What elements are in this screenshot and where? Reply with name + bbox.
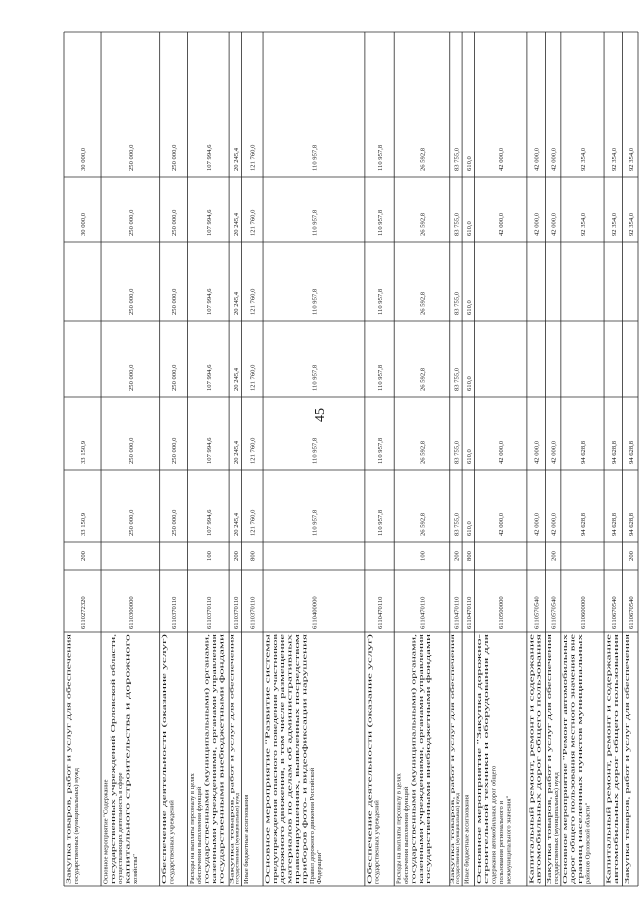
row-description: содержания автомобильных дорог общего bbox=[490, 765, 498, 884]
amount-cell: 30 000,0 bbox=[80, 147, 88, 171]
amount-cell: 92 354,0 bbox=[610, 147, 618, 171]
amount-cell: 42 000,0 bbox=[550, 440, 558, 464]
amount-cell: 250 000,0 bbox=[171, 209, 179, 236]
amount-cell: 42 000,0 bbox=[533, 512, 541, 536]
amount-cell: 33 150,9 bbox=[80, 440, 88, 464]
kcsr-code: 6110470110 bbox=[465, 596, 473, 629]
row-description: Иные бюджетные ассигнования bbox=[463, 794, 471, 884]
amount-cell: 110 957,8 bbox=[311, 144, 319, 171]
amount-cell: 610,0 bbox=[465, 449, 473, 464]
amount-cell: 20 245,4 bbox=[232, 367, 240, 391]
row-description: Основное мероприятие "Развитие системы bbox=[264, 763, 272, 884]
amount-cell: 94 628,8 bbox=[627, 512, 635, 536]
row-description: обеспечения выполнения функций bbox=[196, 786, 204, 884]
vr-code: 200 bbox=[453, 551, 461, 561]
amount-cell: 107 994,6 bbox=[205, 288, 213, 315]
row-description: государственными (муниципальными) органами, bbox=[203, 745, 211, 884]
amount-cell: 20 245,4 bbox=[232, 291, 240, 315]
kcsr-code: 6110500000 bbox=[498, 596, 506, 629]
vr-code: 200 bbox=[550, 551, 558, 561]
row-description: Федерации" bbox=[316, 850, 324, 884]
amount-cell: 121 760,0 bbox=[249, 364, 257, 391]
amount-cell: 110 957,8 bbox=[311, 209, 319, 236]
vr-code: 200 bbox=[80, 551, 88, 561]
kcsr-code: 6110600000 bbox=[579, 596, 587, 629]
amount-cell: 42 000,0 bbox=[533, 147, 541, 171]
kcsr-code: 6110470110 bbox=[377, 596, 385, 629]
vr-code: 800 bbox=[249, 551, 257, 561]
amount-cell: 610,0 bbox=[465, 156, 473, 171]
amount-cell: 110 957,8 bbox=[311, 288, 319, 315]
amount-cell: 121 760,0 bbox=[249, 437, 257, 464]
row-description: осуществляющих деятельность в сфере bbox=[117, 772, 125, 884]
row-description: пользования регионального и bbox=[498, 801, 506, 884]
amount-cell: 42 000,0 bbox=[498, 440, 506, 464]
amount-cell: 42 000,0 bbox=[533, 212, 541, 236]
row-description: государственными (муниципальными) органами, bbox=[410, 745, 418, 884]
kcsr-code: 6110272320 bbox=[80, 596, 88, 629]
row-description: государственных (муниципальных) нужд bbox=[455, 792, 462, 884]
kcsr-code: 6110370110 bbox=[205, 596, 213, 629]
row-description: Обеспечение деятельности (оказание услуг) bbox=[366, 759, 374, 884]
amount-cell: 250 000,0 bbox=[127, 288, 135, 315]
row-description: государственных (муниципальных) нужд bbox=[72, 768, 80, 884]
row-description: казенными учреждениями, органами управления bbox=[211, 746, 219, 884]
amount-cell: 92 354,0 bbox=[579, 212, 587, 236]
row-description: Правил дорожного движения Российской bbox=[308, 767, 316, 884]
amount-cell: 110 957,8 bbox=[377, 437, 385, 464]
row-description: капитального строительства и дорожного bbox=[124, 767, 132, 884]
page-number: 45 bbox=[313, 408, 328, 422]
row-description: обеспечения выполнения функций bbox=[403, 786, 411, 884]
kcsr-code: 6110570540 bbox=[533, 596, 541, 629]
row-description: государственных учреждений bbox=[373, 800, 381, 884]
row-description: государственными внебюджетными фондами bbox=[218, 756, 226, 884]
row-description: Основное мероприятие "Закупка дорожно- bbox=[475, 763, 483, 884]
row-description: Расходы на выплаты персоналу в целях bbox=[395, 773, 403, 884]
amount-cell: 20 245,4 bbox=[232, 212, 240, 236]
amount-cell: 94 628,8 bbox=[579, 440, 587, 464]
amount-cell: 250 000,0 bbox=[171, 364, 179, 391]
kcsr-code: 6110570540 bbox=[550, 596, 558, 629]
rotated-table bbox=[64, 32, 638, 886]
amount-cell: 94 628,8 bbox=[579, 512, 587, 536]
row-description: государственных учреждений bbox=[168, 800, 176, 884]
row-description: автомобильных дорог общего пользования bbox=[612, 763, 620, 884]
amount-cell: 107 994,6 bbox=[205, 144, 213, 171]
amount-cell: 121 760,0 bbox=[249, 144, 257, 171]
amount-cell: 250 000,0 bbox=[127, 144, 135, 171]
amount-cell: 42 000,0 bbox=[498, 512, 506, 536]
amount-cell: 110 957,8 bbox=[311, 364, 319, 391]
row-description: государственных (муниципальных) нужд bbox=[234, 792, 241, 884]
row-description: предупреждения опасного поведения участников bbox=[271, 745, 279, 884]
amount-cell: 20 245,4 bbox=[232, 440, 240, 464]
row-description: государственными внебюджетными фондами bbox=[425, 756, 433, 884]
row-description: Основное мероприятие "Ремонт автомобильных bbox=[562, 748, 570, 884]
amount-cell: 250 000,0 bbox=[127, 209, 135, 236]
row-description: Закупка товаров, работ и услуг для обеспечения bbox=[229, 777, 236, 884]
amount-cell: 250 000,0 bbox=[127, 509, 135, 536]
amount-cell: 30 000,0 bbox=[80, 212, 88, 236]
vr-code: 200 bbox=[627, 551, 635, 561]
row-description: Капитальный ремонт, ремонт и содержание bbox=[605, 761, 613, 884]
amount-cell: 42 000,0 bbox=[550, 212, 558, 236]
amount-cell: 610,0 bbox=[465, 221, 473, 236]
row-description: Обеспечение деятельности (оказание услуг) bbox=[161, 759, 169, 884]
row-description: строительной техники и оборудования для bbox=[483, 764, 491, 884]
amount-cell: 83 755,0 bbox=[453, 291, 461, 315]
amount-cell: 26 592,8 bbox=[419, 512, 427, 536]
amount-cell: 42 000,0 bbox=[533, 440, 541, 464]
kcsr-code: 6110370110 bbox=[249, 596, 257, 629]
amount-cell: 42 000,0 bbox=[550, 147, 558, 171]
amount-cell: 92 354,0 bbox=[579, 147, 587, 171]
amount-cell: 107 994,6 bbox=[205, 437, 213, 464]
row-description: Расходы на выплаты персоналу в целях bbox=[188, 773, 196, 884]
amount-cell: 83 755,0 bbox=[453, 212, 461, 236]
amount-cell: 83 755,0 bbox=[453, 147, 461, 171]
amount-cell: 110 957,8 bbox=[377, 364, 385, 391]
row-description: Закупка товаров, работ и услуг для обеспечения bbox=[449, 777, 456, 884]
amount-cell: 110 957,8 bbox=[377, 288, 385, 315]
amount-cell: 42 000,0 bbox=[498, 212, 506, 236]
amount-cell: 107 994,6 bbox=[205, 209, 213, 236]
kcsr-code: 6110470110 bbox=[453, 596, 461, 629]
kcsr-code: 6110370110 bbox=[232, 596, 240, 629]
row-description: материалов по делам об административных bbox=[286, 761, 294, 884]
amount-cell: 83 755,0 bbox=[453, 512, 461, 536]
amount-cell: 250 000,0 bbox=[171, 144, 179, 171]
amount-cell: 250 000,0 bbox=[171, 509, 179, 536]
amount-cell: 33 150,9 bbox=[80, 512, 88, 536]
row-description: Иные бюджетные ассигнования bbox=[242, 794, 250, 884]
amount-cell: 83 755,0 bbox=[453, 367, 461, 391]
row-description: Закупка товаров, работ и услуг для обеспечения bbox=[623, 748, 631, 884]
amount-cell: 610,0 bbox=[465, 300, 473, 315]
kcsr-code: 6110300000 bbox=[127, 596, 135, 629]
row-description: хозяйства" bbox=[132, 854, 140, 884]
amount-cell: 121 760,0 bbox=[249, 288, 257, 315]
amount-cell: 92 354,0 bbox=[610, 212, 618, 236]
amount-cell: 250 000,0 bbox=[127, 364, 135, 391]
vr-code: 100 bbox=[205, 551, 213, 561]
kcsr-code: 6110670540 bbox=[627, 596, 635, 629]
row-description: Капитальный ремонт, ремонт и содержание bbox=[528, 761, 536, 884]
row-description: государственных (муниципальных) нужд bbox=[552, 772, 560, 884]
amount-cell: 92 354,0 bbox=[627, 212, 635, 236]
row-description: границ населенных пунктов муниципальных bbox=[577, 757, 585, 884]
amount-cell: 83 755,0 bbox=[453, 440, 461, 464]
amount-cell: 121 760,0 bbox=[249, 209, 257, 236]
row-description: дорожного движения, в том числе размещение bbox=[279, 753, 287, 884]
amount-cell: 42 000,0 bbox=[550, 512, 558, 536]
amount-cell: 26 592,8 bbox=[419, 147, 427, 171]
amount-cell: 26 592,8 bbox=[419, 440, 427, 464]
amount-cell: 20 245,4 bbox=[232, 147, 240, 171]
kcsr-code: 6110400000 bbox=[311, 596, 319, 629]
row-description: приборов фото- и видеофиксации нарушения bbox=[301, 756, 309, 884]
row-description: дорог общего пользования местного значения вне bbox=[569, 743, 577, 884]
amount-cell: 26 592,8 bbox=[419, 291, 427, 315]
amount-cell: 121 760,0 bbox=[249, 509, 257, 536]
amount-cell: 94 628,8 bbox=[610, 512, 618, 536]
amount-cell: 94 628,8 bbox=[610, 440, 618, 464]
row-description: государственных учреждений Орловской области, bbox=[109, 742, 117, 884]
amount-cell: 110 957,8 bbox=[377, 509, 385, 536]
amount-cell: 110 957,8 bbox=[377, 209, 385, 236]
row-description: автомобильных дорог общего пользования bbox=[535, 763, 543, 884]
kcsr-code: 6110470110 bbox=[419, 596, 427, 629]
amount-cell: 107 994,6 bbox=[205, 509, 213, 536]
amount-cell: 110 957,8 bbox=[311, 509, 319, 536]
amount-cell: 610,0 bbox=[465, 521, 473, 536]
amount-cell: 26 592,8 bbox=[419, 367, 427, 391]
amount-cell: 26 592,8 bbox=[419, 212, 427, 236]
row-description: казенными учреждениями, органами управления bbox=[417, 746, 425, 884]
vr-code: 200 bbox=[232, 551, 240, 561]
kcsr-code: 6110670540 bbox=[610, 596, 618, 629]
amount-cell: 20 245,4 bbox=[232, 512, 240, 536]
amount-cell: 610,0 bbox=[465, 376, 473, 391]
amount-cell: 107 994,6 bbox=[205, 364, 213, 391]
row-description: Закупка товаров, работ и услуг для обеспечения bbox=[65, 748, 73, 884]
row-description: межмуниципального значения" bbox=[505, 795, 513, 884]
amount-cell: 250 000,0 bbox=[171, 437, 179, 464]
kcsr-code: 6110370110 bbox=[171, 596, 179, 629]
row-description: Закупка товаров, работ и услуг для обеспечения bbox=[546, 753, 554, 884]
row-description: районов Орловской области" bbox=[584, 802, 592, 884]
amount-cell: 110 957,8 bbox=[377, 144, 385, 171]
amount-cell: 92 354,0 bbox=[627, 147, 635, 171]
vr-code: 100 bbox=[419, 551, 427, 561]
amount-cell: 42 000,0 bbox=[498, 147, 506, 171]
vr-code: 800 bbox=[465, 551, 473, 561]
amount-cell: 250 000,0 bbox=[127, 437, 135, 464]
amount-cell: 110 957,8 bbox=[311, 437, 319, 464]
row-description: правонарушениях, выявленных посредством bbox=[294, 758, 302, 884]
amount-cell: 250 000,0 bbox=[171, 288, 179, 315]
row-description: Основное мероприятие "Содержание bbox=[102, 779, 110, 884]
amount-cell: 94 628,8 bbox=[627, 440, 635, 464]
